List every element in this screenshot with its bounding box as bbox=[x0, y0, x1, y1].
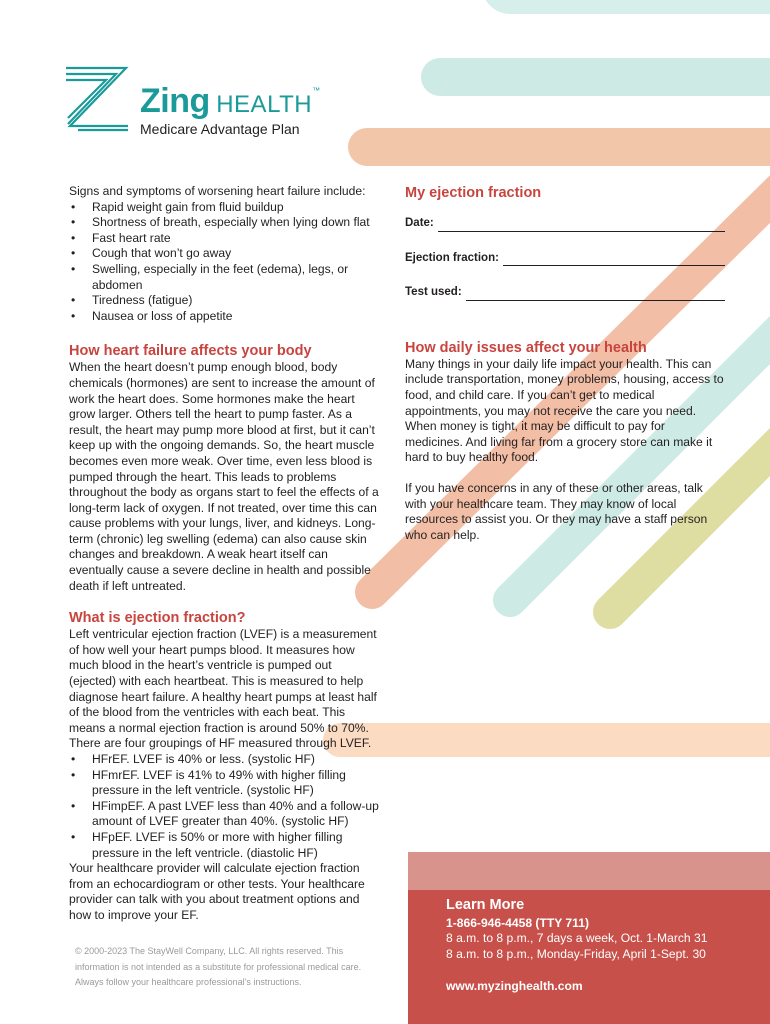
heart-failure-heading: How heart failure affects your body bbox=[69, 343, 312, 360]
list-item: • Cough that won’t go away bbox=[69, 246, 381, 262]
hours-line: 8 a.m. to 8 p.m., Monday-Friday, April 1-Sept. 30 bbox=[446, 946, 706, 961]
date-label: Date: bbox=[405, 217, 434, 229]
date-field[interactable] bbox=[405, 216, 725, 232]
copyright-line: information is not intended as a substitute for professional medical care. bbox=[75, 961, 362, 972]
list-item: • Nausea or loss of appetite bbox=[69, 309, 381, 325]
hf-groups-list bbox=[69, 752, 381, 861]
copyright-line: © 2000-2023 The StayWell Company, LLC. All rights reserved. This bbox=[75, 946, 344, 956]
daily-para1: Many things in your daily life impact your health. This can include transportation, money problems, housing, access to food, and child care. If you can’t get to medical appointments, you may not receive the care you need. When money is tight, it may be difficult to pay for medicines. And living far from a grocery store can make it hard to buy healthy food. bbox=[405, 356, 724, 465]
list-item: • Shortness of breath, especially when lying down flat bbox=[69, 215, 381, 231]
right-column bbox=[405, 184, 725, 543]
symptoms-intro: Signs and symptoms of worsening heart failure include: bbox=[69, 184, 366, 198]
ef-line[interactable] bbox=[503, 253, 725, 266]
ejection-closing: Your healthcare provider will calculate ejection fraction from an echocardiogram or other tests. Your healthcare provider can talk with you about treatment options and how to improve your EF. bbox=[69, 861, 365, 922]
zing-logo-icon bbox=[64, 66, 130, 137]
phone-number[interactable]: 1-866-946-4458 (TTY 711) bbox=[446, 915, 589, 930]
list-item: • HFrEF. LVEF is 40% or less. (systolic HF) bbox=[69, 752, 381, 768]
test-label: Test used: bbox=[405, 286, 462, 299]
daily-heading: How daily issues affect your health bbox=[405, 339, 647, 356]
list-item: • Fast heart rate bbox=[69, 231, 381, 247]
copyright-line: Always follow your healthcare professional’s instructions. bbox=[75, 977, 302, 987]
hours-line: 8 a.m. to 8 p.m., 7 days a week, Oct. 1-March 31 bbox=[446, 931, 708, 946]
trademark: ™ bbox=[312, 86, 321, 95]
left-column bbox=[69, 184, 381, 924]
heart-failure-body: When the heart doesn’t pump enough blood, body chemicals (hormones) are sent to increase the amount of work the heart does. Some hormones make the heart grow larger. Others tell the heart to pump faster. As a result, the heart may pump more blood at first, but it can’t keep up with the ongoing demands. So, the heart muscle becomes even more weak. Over time, even less blood is pumped through the heart. This leads to problems throughout the body as organs start to feel the effects of a long-term lack of oxygen. If not treated, over time this can cause problems with your lungs, liver, and kidneys. Long-term (chronic) leg swelling (edema) can also cause skin changes and breakdown. A weak heart itself can eventually cause a severe decline in health and possible death if left untreated. bbox=[69, 360, 379, 593]
ef-field[interactable] bbox=[405, 251, 725, 267]
list-item: • HFmrEF. LVEF is 41% to 49% with higher filling pressure in the left ventricle. (systolic HF) bbox=[69, 768, 381, 799]
learn-more-title: Learn More bbox=[446, 897, 525, 913]
list-item: • HFpEF. LVEF is 50% or more with higher filling pressure in the left ventricle. (diastolic HF) bbox=[69, 830, 381, 861]
daily-para2: If you have concerns in any of these or other areas, talk with your healthcare team. They may know of local resources to assist you. Or they may have a staff person who can help. bbox=[405, 480, 708, 542]
list-item: • Rapid weight gain from fluid buildup bbox=[69, 200, 381, 216]
test-line[interactable] bbox=[466, 288, 725, 301]
list-item: • HFimpEF. A past LVEF less than 40% and a follow-up amount of LVEF greater than 40%. (systolic HF) bbox=[69, 799, 381, 830]
ef-label: Ejection fraction: bbox=[405, 251, 499, 264]
learn-more-panel bbox=[408, 890, 770, 1024]
symptoms-list bbox=[69, 200, 381, 325]
date-line[interactable] bbox=[438, 219, 725, 232]
ejection-heading: What is ejection fraction? bbox=[69, 610, 246, 627]
website-link[interactable]: www.myzinghealth.com bbox=[446, 979, 583, 994]
my-ef-heading: My ejection fraction bbox=[405, 185, 542, 201]
brand-wordmark bbox=[140, 82, 320, 121]
brand-name: Zing bbox=[140, 82, 210, 120]
copyright-notice bbox=[75, 944, 395, 991]
ejection-body: Left ventricular ejection fraction (LVEF) is a measurement of how well your heart pumps blood. It measures how much blood in the heart’s ventricle is pumped out (ejected) with each heartbeat. This is measured to help diagnose heart failure. A healthy heart pumps at least half of the blood from the ventricles with each beat. This means a normal ejection fraction is around 50% to 70%. There are four groupings of HF measured through LVEF. bbox=[69, 627, 377, 751]
test-field[interactable] bbox=[405, 285, 725, 301]
list-item: • Tiredness (fatigue) bbox=[69, 293, 381, 309]
brand-suffix: HEALTH bbox=[216, 91, 313, 118]
learn-more-band bbox=[408, 852, 770, 890]
tagline: Medicare Advantage Plan bbox=[140, 121, 300, 137]
list-item: • Swelling, especially in the feet (edema), legs, or abdomen bbox=[69, 262, 381, 293]
